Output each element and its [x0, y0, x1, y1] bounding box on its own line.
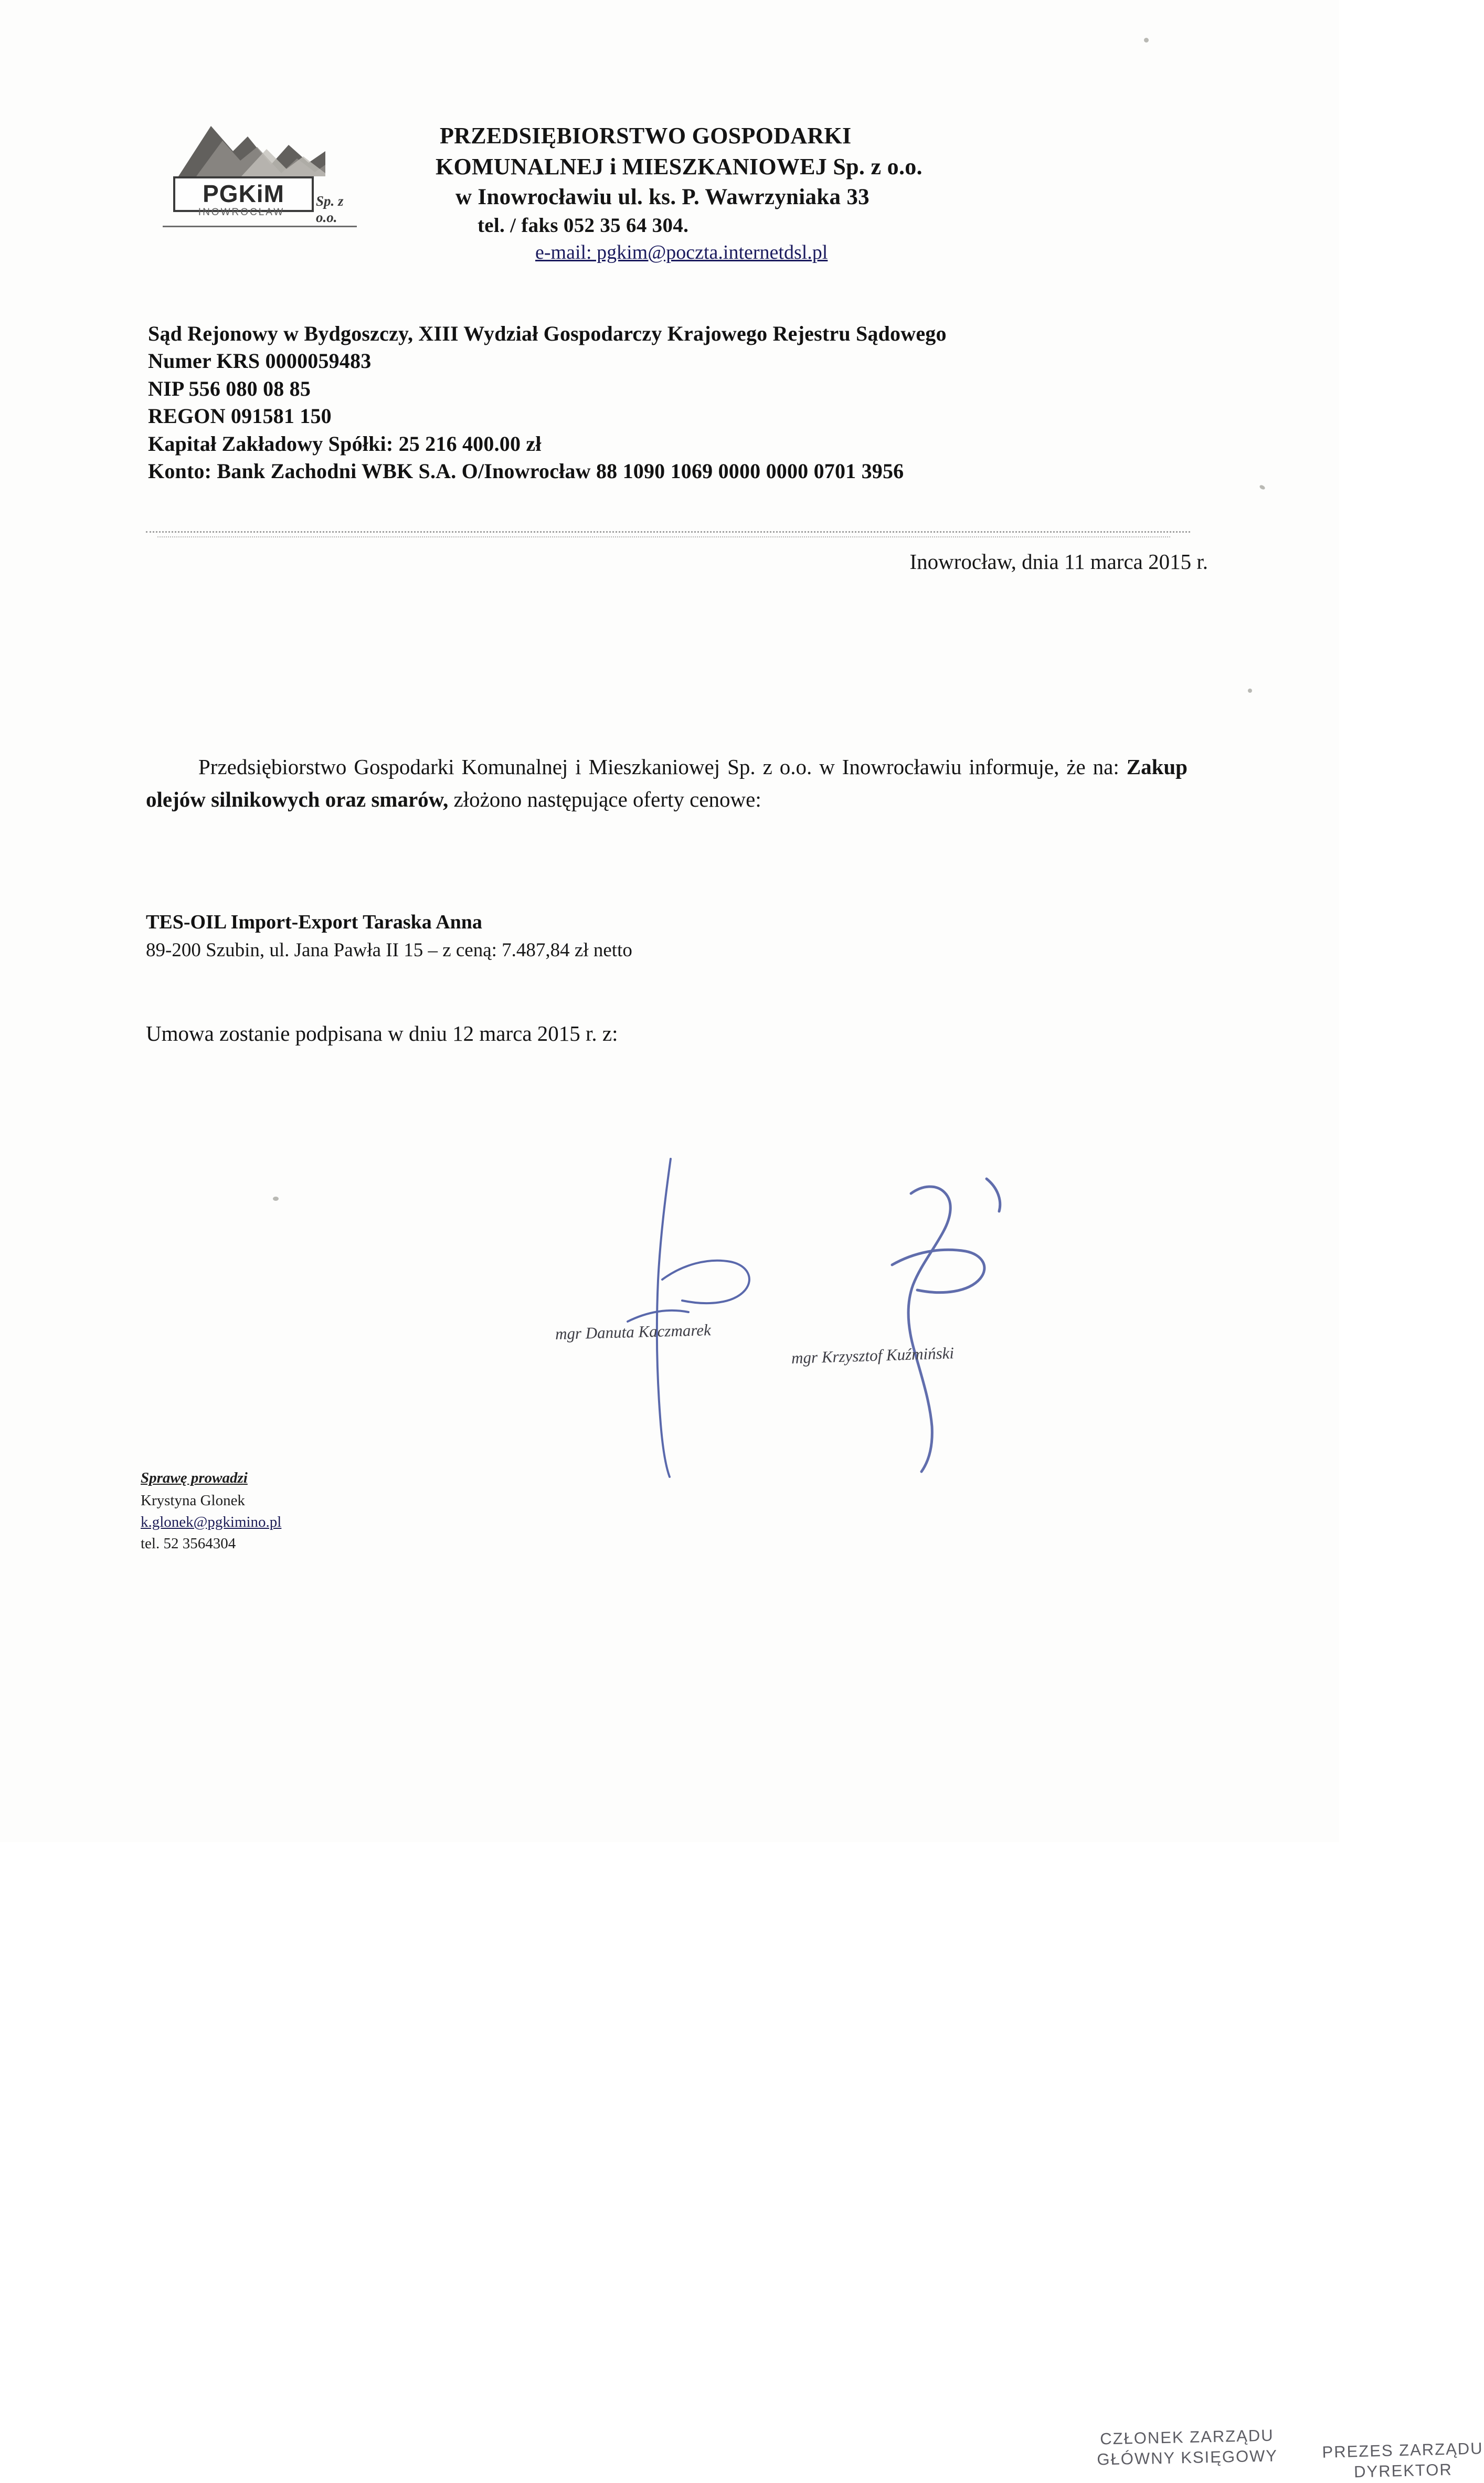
legal-nip: NIP 556 080 08 85	[148, 376, 311, 400]
company-logo	[152, 114, 373, 235]
contract-note: Umowa zostanie podpisana w dniu 12 marca 2015 r. z:	[146, 1021, 618, 1045]
footer-title: Sprawę prowadzi	[141, 1470, 248, 1486]
logo-city-text: INOWROCŁAW	[198, 207, 285, 218]
footer-phone: tel. 52 3564304	[141, 1535, 236, 1552]
stamp-left	[1096, 2425, 1278, 2470]
logo-name-text: PGKiM	[173, 176, 314, 212]
offer-address-price: 89-200 Szubin, ul. Jana Pawła II 15 – z ceną: 7.487,84 zł netto	[146, 939, 632, 961]
stamp-right-line1: PREZES ZARZĄDU	[1322, 2439, 1483, 2461]
signatory-name-right: mgr Krzysztof Kuźmiński	[791, 1344, 955, 1367]
scan-artifact	[273, 1197, 279, 1201]
logo-legal-form-text: Sp. z o.o.	[316, 193, 344, 225]
legal-info-block	[148, 320, 1197, 485]
company-line-1: PRZEDSIĘBIORSTWO GOSPODARKI	[440, 123, 852, 149]
body-paragraph	[146, 751, 1188, 816]
stamp-left-line1: CZŁONEK ZARZĄDU	[1099, 2426, 1274, 2448]
body-text-part2: złożono następujące oferty cenowe:	[448, 787, 761, 812]
body-text-part1: Przedsiębiorstwo Gospodarki Komunalnej i Mieszkaniowej Sp. z o.o. w Inowrocławiu informuje, że na:	[198, 755, 1127, 779]
body-subject: Zakup olejów silnikowych oraz smarów,	[146, 755, 1188, 812]
scan-artifact	[1248, 689, 1252, 693]
handwritten-signature-ink	[525, 1155, 1207, 1480]
signature-area	[525, 1155, 1483, 2481]
company-line-3: w Inowrocławiu ul. ks. P. Wawrzyniaka 33	[455, 185, 870, 210]
offer-list	[146, 911, 1143, 961]
company-line-4: tel. / faks 052 35 64 304.	[478, 214, 689, 237]
stamp-right-line2: DYREKTOR	[1353, 2460, 1453, 2481]
stamp-right	[1322, 2438, 1484, 2483]
header-divider	[146, 531, 1190, 533]
legal-capital: Kapitał Zakładowy Spółki: 25 216 400.00 zł	[148, 431, 542, 456]
scan-artifact	[1259, 484, 1266, 491]
stamp-left-line2: GŁÓWNY KSIĘGOWY	[1097, 2446, 1278, 2469]
company-email-link[interactable]: e-mail: pgkim@poczta.internetdsl.pl	[535, 241, 828, 264]
legal-regon: REGON 091581 150	[148, 404, 332, 428]
date-and-place: Inowrocław, dnia 11 marca 2015 r.	[909, 550, 1208, 574]
case-handler-footer	[141, 1470, 613, 1555]
legal-krs: Numer KRS 0000059483	[148, 349, 372, 373]
footer-person: Krystyna Glonek	[141, 1492, 245, 1509]
footer-email-link[interactable]: k.glonek@pgkimino.pl	[141, 1514, 282, 1531]
company-line-2: KOMUNALNEJ i MIESZKANIOWEJ Sp. z o.o.	[436, 153, 923, 179]
legal-court: Sąd Rejonowy w Bydgoszczy, XIII Wydział Gospodarczy Krajowego Rejestru Sądowego	[148, 322, 947, 345]
company-header	[436, 121, 1212, 266]
signatory-name-left: mgr Danuta Kaczmarek	[555, 1320, 712, 1343]
offer-company-name: TES-OIL Import-Export Taraska Anna	[146, 911, 482, 933]
mountain-logo-icon	[178, 114, 325, 177]
legal-bank-account: Konto: Bank Zachodni WBK S.A. O/Inowrocław 88 1090 1069 0000 0000 0701 3956	[148, 459, 904, 483]
scan-artifact	[1144, 38, 1149, 43]
logo-underline	[163, 226, 357, 227]
header-divider-secondary	[157, 536, 1170, 537]
